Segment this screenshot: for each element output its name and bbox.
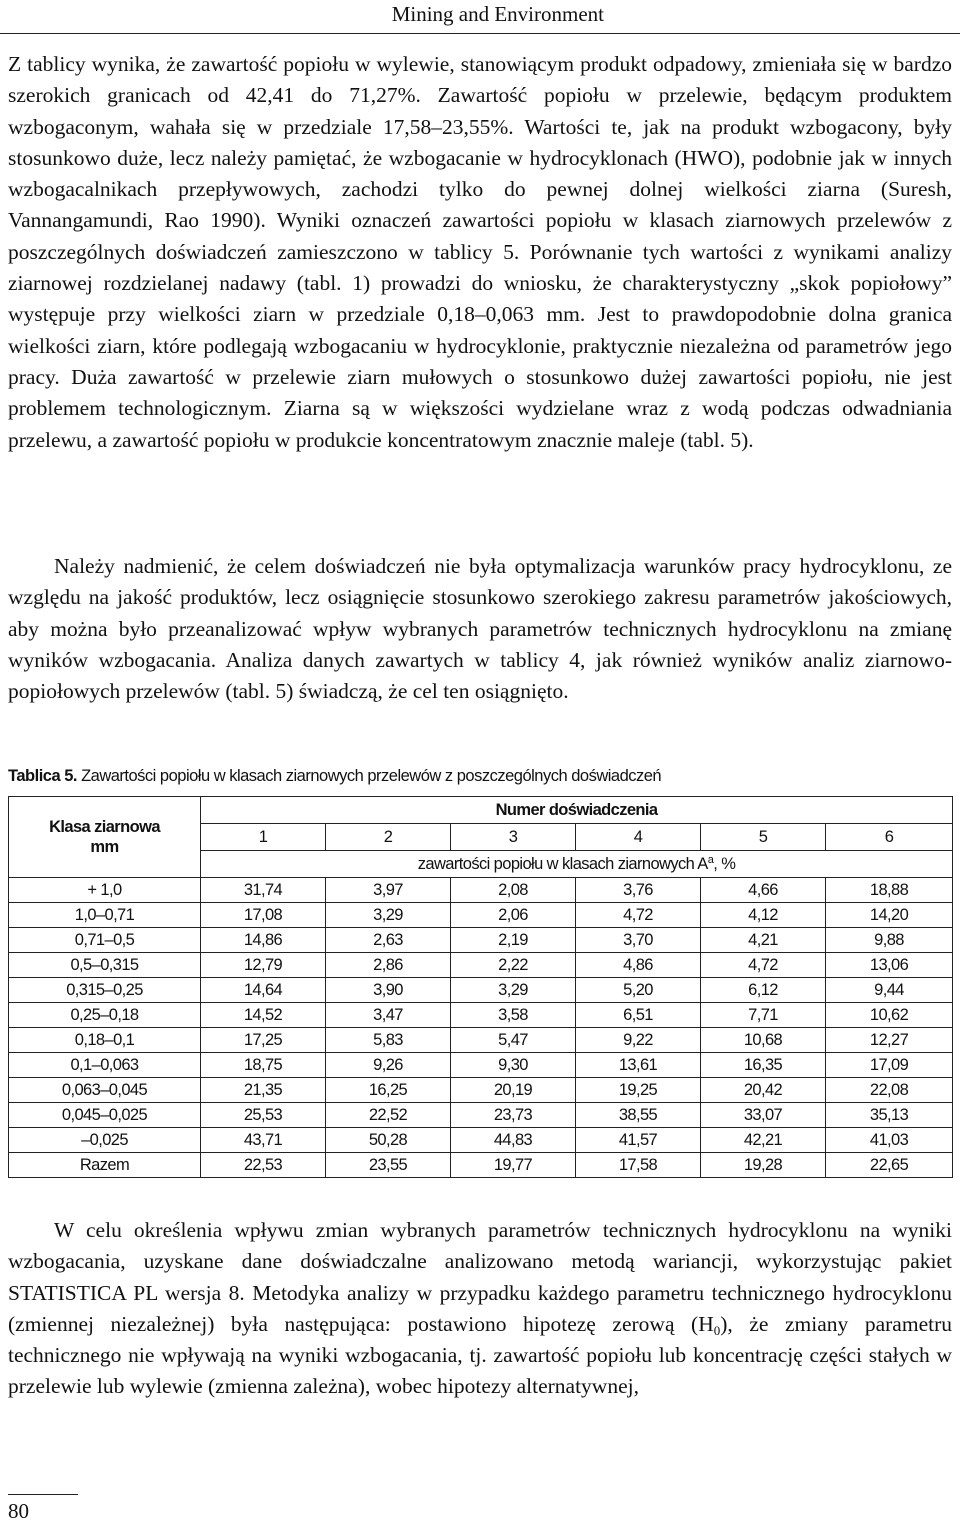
unit-label-sup: a bbox=[707, 854, 714, 866]
page-number: 80 bbox=[8, 1499, 29, 1523]
ash-value-cell: 4,12 bbox=[701, 903, 826, 928]
ash-value-cell: 2,63 bbox=[326, 928, 451, 953]
ash-value-cell: 20,42 bbox=[701, 1078, 826, 1103]
ash-value-cell: 4,66 bbox=[701, 878, 826, 903]
table-row bbox=[9, 1028, 953, 1053]
ash-value-cell: 6,12 bbox=[701, 978, 826, 1003]
grain-class-cell: 0,71–0,5 bbox=[9, 928, 201, 953]
ash-value-cell: 23,55 bbox=[326, 1153, 451, 1178]
ash-value-cell: 31,74 bbox=[201, 878, 326, 903]
table-row bbox=[9, 1053, 953, 1078]
ash-value-cell: 10,68 bbox=[701, 1028, 826, 1053]
table-body bbox=[9, 878, 953, 1178]
table-row bbox=[9, 953, 953, 978]
table-row bbox=[9, 878, 953, 903]
ash-value-cell: 35,13 bbox=[826, 1103, 953, 1128]
ash-value-cell: 20,19 bbox=[451, 1078, 576, 1103]
ash-value-cell: 33,07 bbox=[701, 1103, 826, 1128]
grain-class-cell: 0,1–0,063 bbox=[9, 1053, 201, 1078]
grain-class-cell: 0,315–0,25 bbox=[9, 978, 201, 1003]
table-row bbox=[9, 903, 953, 928]
ash-value-cell: 14,52 bbox=[201, 1003, 326, 1028]
ash-value-cell: 23,73 bbox=[451, 1103, 576, 1128]
ash-value-cell: 3,29 bbox=[326, 903, 451, 928]
unit-label bbox=[201, 851, 953, 878]
ash-value-cell: 38,55 bbox=[576, 1103, 701, 1128]
grain-class-cell: 0,045–0,025 bbox=[9, 1103, 201, 1128]
grain-class-cell: 1,0–0,71 bbox=[9, 903, 201, 928]
paragraph-3-text: W celu określenia wpływu zmian wybranych parametrów technicznych hydrocyklonu na wyniki wzbogacania, uzyskane dane doświadczalne analizowano metodą wariancji, wykorzystując pakiet STATISTICA PL wersja 8. Metodyka analizy w przypadku każdego parametru technicznego hydrocyklonu (zmiennej niezależnej) była następująca: postawiono hipotezę zerową (H bbox=[8, 1218, 952, 1336]
ash-value-cell: 22,65 bbox=[826, 1153, 953, 1178]
grain-class-header-line1: Klasa ziarnowa bbox=[49, 818, 160, 836]
ash-value-cell: 2,08 bbox=[451, 878, 576, 903]
grain-class-cell: 0,063–0,045 bbox=[9, 1078, 201, 1103]
ash-value-cell: 2,19 bbox=[451, 928, 576, 953]
experiment-number-6: 6 bbox=[826, 824, 953, 851]
ash-value-cell: 7,71 bbox=[701, 1003, 826, 1028]
paragraph-2: Należy nadmienić, że celem doświadczeń nie była optymalizacja warunków pracy hydrocyklonu, ze względu na jakość produktów, lecz osiągnięcie stosunkowo szerokiego zakresu parametrów jakościowych, aby można było przeanalizować wpływ wybranych parametrów technicznych hydrocyklonu na zmianę wyników wzbogacania. Analiza danych zawartych w tablicy 4, jak również wyników analiz ziarnowo-popiołowych przelewów (tabl. 5) świadczą, że cel ten osiągnięto. bbox=[8, 554, 952, 704]
ash-value-cell: 4,72 bbox=[701, 953, 826, 978]
grain-class-cell: 0,18–0,1 bbox=[9, 1028, 201, 1053]
grain-class-header bbox=[9, 797, 201, 878]
ash-value-cell: 3,29 bbox=[451, 978, 576, 1003]
ash-value-cell: 22,52 bbox=[326, 1103, 451, 1128]
page-header bbox=[0, 0, 960, 32]
ash-content-table bbox=[8, 796, 953, 1178]
grain-class-cell: Razem bbox=[9, 1153, 201, 1178]
ash-value-cell: 41,57 bbox=[576, 1128, 701, 1153]
ash-value-cell: 5,20 bbox=[576, 978, 701, 1003]
table-row bbox=[9, 1003, 953, 1028]
table-caption-text: Zawartości popiołu w klasach ziarnowych przelewów z poszczególnych doświadczeń bbox=[76, 767, 662, 785]
ash-value-cell: 21,35 bbox=[201, 1078, 326, 1103]
ash-value-cell: 9,22 bbox=[576, 1028, 701, 1053]
experiment-number-1: 1 bbox=[201, 824, 326, 851]
h0-subscript: 0 bbox=[713, 1322, 721, 1338]
experiment-number-3: 3 bbox=[451, 824, 576, 851]
paragraph-3-text-cont: ), że zmiany parametru technicznego nie wpływają na wyniki wzbogacania, tj. zawartość popiołu lub koncentrację części stałych w przelewie lub wylewie (zmienna zależna), wobec hipotezy alternatywnej, bbox=[8, 1311, 952, 1399]
header-rule bbox=[0, 33, 960, 34]
ash-value-cell: 18,75 bbox=[201, 1053, 326, 1078]
ash-value-cell: 3,47 bbox=[326, 1003, 451, 1028]
grain-class-header-line2: mm bbox=[90, 838, 119, 856]
ash-value-cell: 41,03 bbox=[826, 1128, 953, 1153]
table-row bbox=[9, 928, 953, 953]
ash-value-cell: 22,53 bbox=[201, 1153, 326, 1178]
table-row bbox=[9, 1128, 953, 1153]
paragraph-3 bbox=[8, 1215, 952, 1403]
ash-value-cell: 5,47 bbox=[451, 1028, 576, 1053]
grain-class-cell: + 1,0 bbox=[9, 878, 201, 903]
experiment-number-4: 4 bbox=[576, 824, 701, 851]
ash-value-cell: 19,77 bbox=[451, 1153, 576, 1178]
unit-label-text: zawartości popiołu w klasach ziarnowych A bbox=[417, 855, 708, 873]
ash-value-cell: 4,72 bbox=[576, 903, 701, 928]
table-row bbox=[9, 1078, 953, 1103]
grain-class-cell: –0,025 bbox=[9, 1128, 201, 1153]
ash-value-cell: 14,20 bbox=[826, 903, 953, 928]
ash-value-cell: 19,28 bbox=[701, 1153, 826, 1178]
ash-value-cell: 3,97 bbox=[326, 878, 451, 903]
table-caption bbox=[8, 766, 952, 786]
ash-value-cell: 16,25 bbox=[326, 1078, 451, 1103]
ash-value-cell: 3,58 bbox=[451, 1003, 576, 1028]
ash-value-cell: 18,88 bbox=[826, 878, 953, 903]
running-head: Mining and Environment bbox=[391, 2, 604, 26]
unit-label-suffix: , % bbox=[713, 855, 736, 873]
table-caption-label: Tablica 5. bbox=[8, 767, 77, 785]
ash-value-cell: 17,58 bbox=[576, 1153, 701, 1178]
ash-value-cell: 43,71 bbox=[201, 1128, 326, 1153]
table-row bbox=[9, 1103, 953, 1128]
ash-value-cell: 12,79 bbox=[201, 953, 326, 978]
table-row bbox=[9, 1153, 953, 1178]
ash-value-cell: 3,70 bbox=[576, 928, 701, 953]
ash-value-cell: 25,53 bbox=[201, 1103, 326, 1128]
ash-value-cell: 6,51 bbox=[576, 1003, 701, 1028]
ash-value-cell: 9,30 bbox=[451, 1053, 576, 1078]
ash-value-cell: 16,35 bbox=[701, 1053, 826, 1078]
ash-value-cell: 14,86 bbox=[201, 928, 326, 953]
ash-value-cell: 17,09 bbox=[826, 1053, 953, 1078]
ash-value-cell: 2,22 bbox=[451, 953, 576, 978]
ash-value-cell: 4,21 bbox=[701, 928, 826, 953]
ash-value-cell: 9,88 bbox=[826, 928, 953, 953]
paragraph-1: Z tablicy wynika, że zawartość popiołu w wylewie, stanowiącym produkt odpadowy, zmieniała się w bardzo szerokich granicach od 42,41 do 71,27%. Zawartość popiołu w przelewie, będącym produktem wzbogaconym, wahała się w przedziale 17,58–23,55%. Wartości te, jak na produkt wzbogacony, były stosunkowo duże, lecz należy pamiętać, że wzbogacanie w hydrocyklonach (HWO), podobnie jak w innych wzbogacalnikach przepływowych, zachodzi tylko do pewnej dolnej wielkości ziarna (Suresh, Vannangamundi, Rao 1990). Wyniki oznaczeń zawartości popiołu w klasach ziarnowych przelewów z poszczególnych doświadczeń zamieszczono w tablicy 5. Porównanie tych wartości z wynikami analizy ziarnowej rozdzielanej nadawy (tabl. 1) prowadzi do wniosku, że charakterystyczny „skok popiołowy” występuje przy wielkości ziarn w przedziale 0,18–0,063 mm. Jest to prawdopodobnie dolna granica wielkości ziarn, które podlegają wzbogacaniu w hydrocyklonie, praktycznie niezależna od parametrów jego pracy. Duża zawartość w przelewie ziarn mułowych o stosunkowo dużej zawartości popiołu, nie jest problemem technologicznym. Ziarna są w większości wydzielane wraz z wodą podczas odwadniania przelewu, a zawartość popiołu w produkcie koncentratowym znacznie maleje (tabl. 5). bbox=[8, 52, 952, 452]
grain-class-cell: 0,25–0,18 bbox=[9, 1003, 201, 1028]
ash-value-cell: 17,08 bbox=[201, 903, 326, 928]
ash-value-cell: 22,08 bbox=[826, 1078, 953, 1103]
ash-value-cell: 50,28 bbox=[326, 1128, 451, 1153]
ash-value-cell: 2,06 bbox=[451, 903, 576, 928]
ash-value-cell: 4,86 bbox=[576, 953, 701, 978]
experiment-number-2: 2 bbox=[326, 824, 451, 851]
ash-value-cell: 19,25 bbox=[576, 1078, 701, 1103]
ash-value-cell: 5,83 bbox=[326, 1028, 451, 1053]
ash-value-cell: 9,26 bbox=[326, 1053, 451, 1078]
ash-value-cell: 3,76 bbox=[576, 878, 701, 903]
ash-value-cell: 9,44 bbox=[826, 978, 953, 1003]
ash-value-cell: 14,64 bbox=[201, 978, 326, 1003]
table-row bbox=[9, 978, 953, 1003]
ash-value-cell: 10,62 bbox=[826, 1003, 953, 1028]
ash-value-cell: 3,90 bbox=[326, 978, 451, 1003]
grain-class-cell: 0,5–0,315 bbox=[9, 953, 201, 978]
experiment-number-5: 5 bbox=[701, 824, 826, 851]
footer-rule bbox=[8, 1494, 78, 1495]
experiment-group-header: Numer doświadczenia bbox=[201, 797, 953, 824]
ash-value-cell: 13,61 bbox=[576, 1053, 701, 1078]
ash-value-cell: 17,25 bbox=[201, 1028, 326, 1053]
ash-value-cell: 2,86 bbox=[326, 953, 451, 978]
ash-value-cell: 42,21 bbox=[701, 1128, 826, 1153]
ash-value-cell: 13,06 bbox=[826, 953, 953, 978]
ash-value-cell: 12,27 bbox=[826, 1028, 953, 1053]
ash-value-cell: 44,83 bbox=[451, 1128, 576, 1153]
